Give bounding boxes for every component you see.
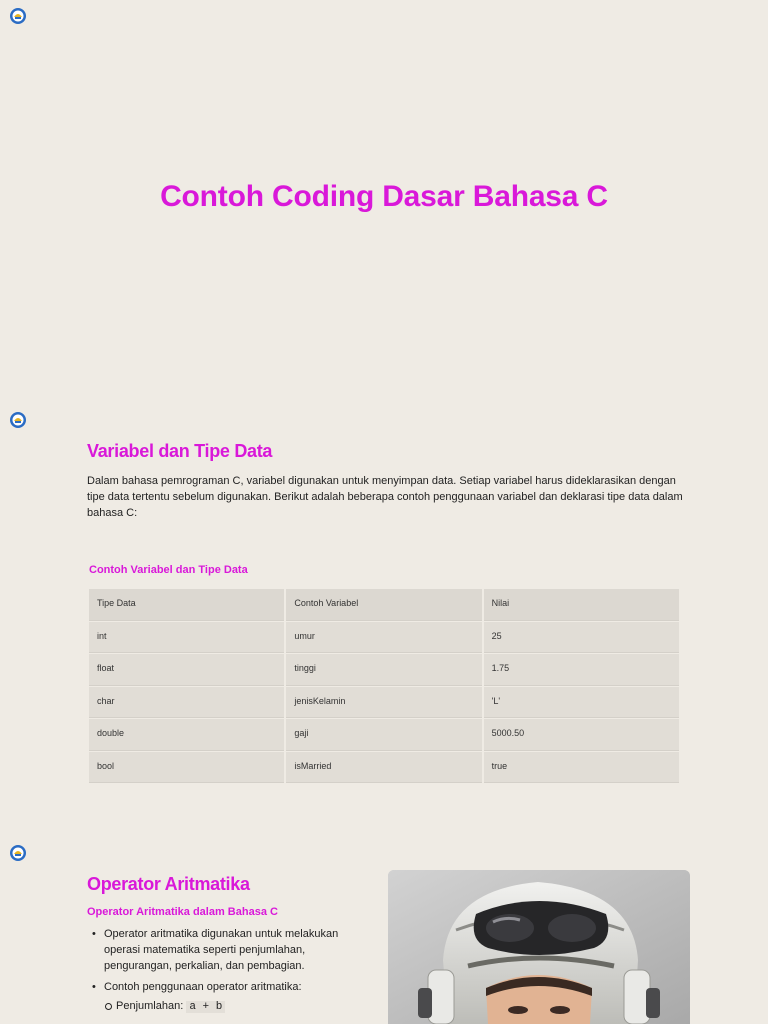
table-cell: float bbox=[89, 654, 284, 686]
sub-item-label: Penjumlahan: bbox=[116, 1000, 184, 1012]
table-cell: 1.75 bbox=[484, 654, 679, 686]
table-cell: tinggi bbox=[286, 654, 481, 686]
table-cell: true bbox=[484, 752, 679, 784]
code-snippet: a + b bbox=[186, 1001, 225, 1013]
slide-title: Contoh Coding Dasar Bahasa C bbox=[160, 180, 608, 213]
table-cell: int bbox=[89, 622, 284, 654]
table-header-cell: Tipe Data bbox=[89, 589, 284, 621]
logo-emblem-icon bbox=[9, 411, 27, 429]
table-cell: bool bbox=[89, 752, 284, 784]
table-row bbox=[89, 622, 679, 655]
table-cell: umur bbox=[286, 622, 481, 654]
section-paragraph: Dalam bahasa pemrograman C, variabel digunakan untuk menyimpan data. Setiap variabel harus dideklarasikan dengan tipe data tertentu sebelum digunakan. Berikut adalah beberapa contoh penggunaan variabel dan deklarasi tipe data dalam bahasa C: bbox=[87, 475, 683, 519]
bullet-list bbox=[87, 926, 367, 1015]
list-item-text: Contoh penggunaan operator aritmatika: bbox=[104, 981, 302, 993]
table-header-cell: Nilai bbox=[484, 589, 679, 621]
table-cell: 'L' bbox=[484, 687, 679, 719]
list-item bbox=[87, 979, 367, 1015]
table-cell: 5000.50 bbox=[484, 719, 679, 751]
table-row bbox=[89, 752, 679, 785]
table-caption: Contoh Variabel dan Tipe Data bbox=[89, 564, 248, 576]
operators-content bbox=[87, 906, 367, 1020]
table-header-cell: Contoh Variabel bbox=[286, 589, 481, 621]
sub-list-item bbox=[104, 998, 367, 1015]
table-header-row bbox=[89, 589, 679, 622]
table-cell: isMarried bbox=[286, 752, 481, 784]
list-item: • Operator aritmatika digunakan untuk melakukan operasi matematika seperti penjumlahan, pengurangan, perkalian, dan pembagian. bbox=[87, 926, 367, 974]
photo-pilot-helmet bbox=[388, 870, 690, 1024]
table-row bbox=[89, 719, 679, 752]
section-heading-variables: Variabel dan Tipe Data bbox=[87, 441, 273, 461]
section-heading-operators: Operator Aritmatika bbox=[87, 874, 250, 894]
table-row bbox=[89, 687, 679, 720]
table-row bbox=[89, 654, 679, 687]
logo-emblem-icon bbox=[9, 844, 27, 862]
table-cell: double bbox=[89, 719, 284, 751]
table-cell: jenisKelamin bbox=[286, 687, 481, 719]
table-cell: 25 bbox=[484, 622, 679, 654]
table-cell: char bbox=[89, 687, 284, 719]
section-subheading: Operator Aritmatika dalam Bahasa C bbox=[87, 906, 278, 918]
table-cell: gaji bbox=[286, 719, 481, 751]
data-types-table bbox=[89, 589, 679, 784]
sub-list bbox=[104, 998, 367, 1015]
logo-emblem-icon bbox=[9, 7, 27, 25]
